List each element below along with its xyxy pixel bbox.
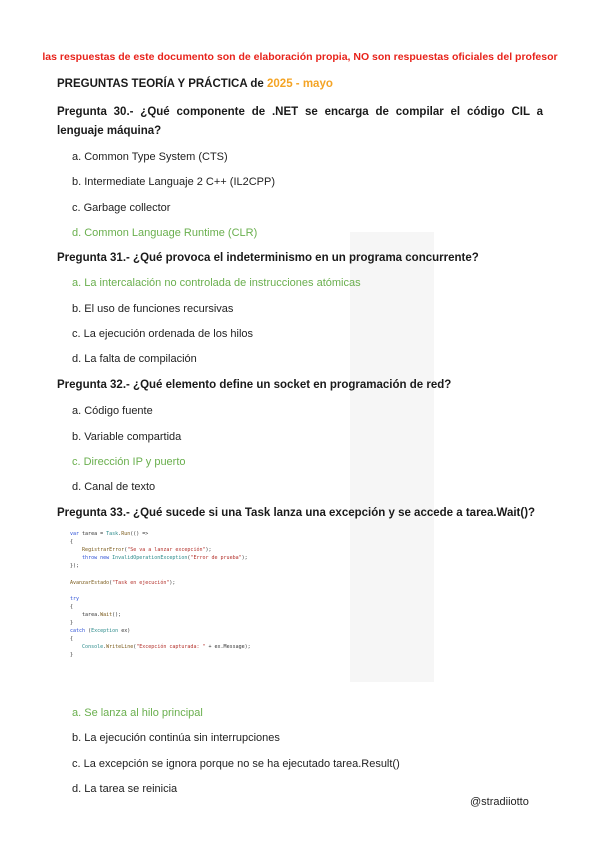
code-line: } bbox=[70, 620, 74, 627]
question-32: Pregunta 32.- ¿Qué elemento define un socket en programación de red? bbox=[57, 379, 452, 391]
q33-option-b: b. La ejecución continúa sin interrupciones bbox=[72, 732, 280, 744]
code-line: catch (Exception ex) bbox=[70, 628, 131, 635]
code-snippet bbox=[70, 530, 340, 690]
code-line: try bbox=[70, 595, 80, 602]
q31-option-b: b. El uso de funciones recursivas bbox=[72, 303, 234, 315]
q30-option-c: c. Garbage collector bbox=[72, 202, 171, 214]
heading-prefix: PREGUNTAS TEORÍA Y PRÁCTICA de bbox=[57, 78, 268, 90]
code-line: } bbox=[70, 652, 74, 659]
q33-option-d: d. La tarea se reinicia bbox=[72, 783, 178, 795]
disclaimer-text: las respuestas de este documento son de elaboración propia, NO son respuestas oficiales del profesor bbox=[42, 51, 558, 63]
code-line bbox=[70, 587, 340, 595]
q30-option-d: d. Common Language Runtime (CLR) bbox=[72, 227, 258, 239]
question-31: Pregunta 31.- ¿Qué provoca el indeterminismo en un programa concurrente? bbox=[57, 252, 479, 264]
code-line: { bbox=[70, 539, 74, 546]
q32-option-b: b. Variable compartida bbox=[72, 431, 182, 443]
code-line: throw new InvalidOperationException("Error de prueba"); bbox=[82, 555, 248, 562]
code-line: }); bbox=[70, 563, 80, 570]
q31-option-a: a. La intercalación no controlada de instrucciones atómicas bbox=[72, 277, 361, 289]
q30-option-a: a. Common Type System (CTS) bbox=[72, 151, 228, 163]
q31-option-d: d. La falta de compilación bbox=[72, 353, 197, 365]
page-heading bbox=[57, 78, 333, 90]
q32-option-c: c. Dirección IP y puerto bbox=[72, 456, 186, 468]
author-handle: @stradiiotto bbox=[470, 796, 529, 808]
code-line: AvanzarEstado("Task en ejecución"); bbox=[70, 579, 176, 586]
q33-option-c: c. La excepción se ignora porque no se ha ejecutado tarea.Result() bbox=[72, 758, 400, 770]
q32-option-d: d. Canal de texto bbox=[72, 481, 156, 493]
q31-option-c: c. La ejecución ordenada de los hilos bbox=[72, 328, 254, 340]
q30-option-b: b. Intermediate Languaje 2 C++ (IL2CPP) bbox=[72, 176, 276, 188]
question-30: Pregunta 30.- ¿Qué componente de .NET se encarga de compilar el código CIL a lenguaje máquina? bbox=[57, 106, 543, 137]
q32-option-a: a. Código fuente bbox=[72, 405, 153, 417]
code-line: RegistrarError("Se va a lanzar excepción"); bbox=[82, 547, 212, 554]
question-33: Pregunta 33.- ¿Qué sucede si una Task lanza una excepción y se accede a tarea.Wait()? bbox=[57, 507, 536, 519]
code-line: var tarea = Task.Run(() => bbox=[70, 531, 149, 537]
background-watermark bbox=[350, 232, 434, 682]
code-line: { bbox=[70, 636, 74, 643]
code-line: tarea.Wait(); bbox=[70, 611, 122, 618]
heading-highlight: 2025 - mayo bbox=[267, 78, 333, 90]
code-line bbox=[70, 570, 340, 578]
q33-option-a: a. Se lanza al hilo principal bbox=[72, 707, 203, 719]
code-line: Console.WriteLine("Excepción capturada: " + ex.Message); bbox=[82, 644, 251, 651]
code-line: { bbox=[70, 603, 74, 610]
